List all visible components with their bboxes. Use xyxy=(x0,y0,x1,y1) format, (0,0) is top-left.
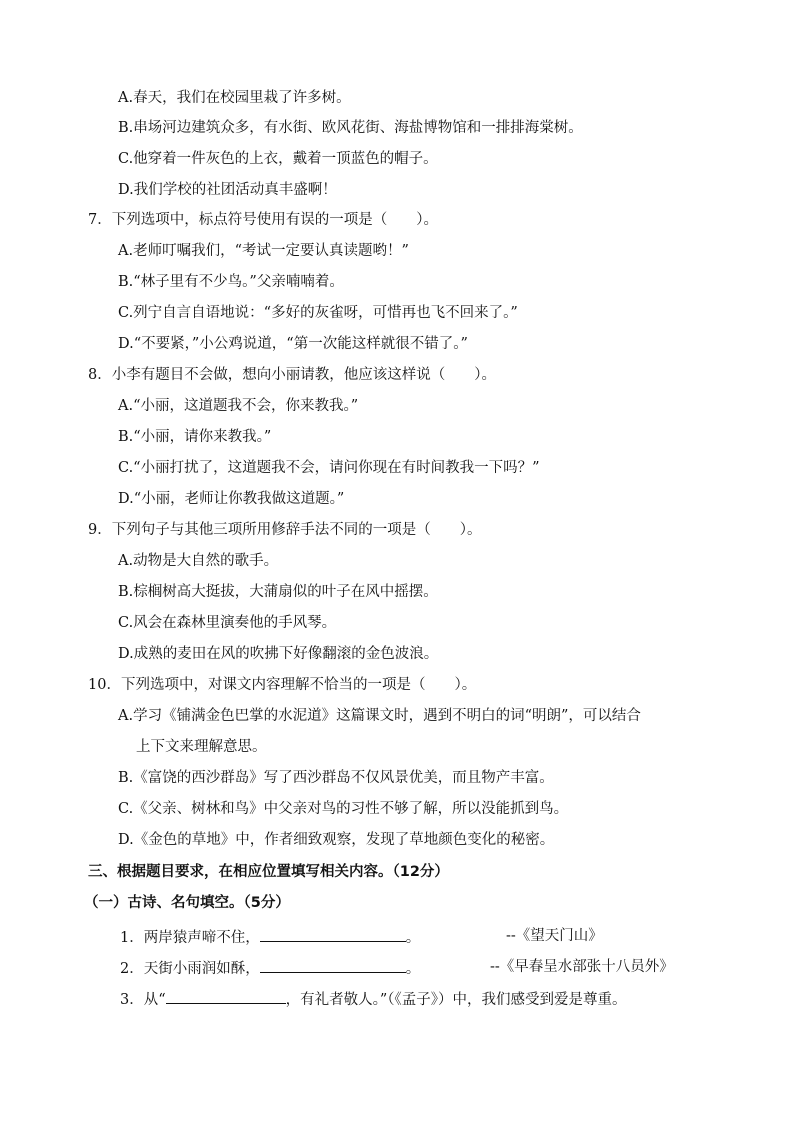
q8-stem: 8．小李有题目不会做，想向小丽请教，他应该这样说（ ）。 xyxy=(88,367,496,383)
q9-option-c: C.风会在森林里演奏他的手风琴。 xyxy=(118,615,337,631)
fill-item-2-source: --《早春呈水部张十八员外》 xyxy=(490,959,674,975)
q7-option-b: B.“林子里有不少鸟。”父亲喃喃着。 xyxy=(118,274,344,290)
q8-option-d: D.“小丽，老师让你教我做这道题。” xyxy=(118,491,345,507)
q10-option-a-continued: 上下文来理解意思。 xyxy=(136,739,267,755)
fill-item-2-prefix: 2．天街小雨润如酥， xyxy=(120,961,260,977)
fill-item-3 xyxy=(120,988,627,1008)
q6-option-d: D.我们学校的社团活动真丰盛啊！ xyxy=(118,182,337,198)
fill-item-3-blank[interactable] xyxy=(166,988,286,1004)
fill-item-2-suffix: 。 xyxy=(405,961,421,977)
fill-item-1-source: --《望天门山》 xyxy=(506,928,603,944)
q7-option-a: A.老师叮嘱我们，“考试一定要认真读题哟！” xyxy=(118,243,409,259)
fill-item-2-blank[interactable] xyxy=(260,957,406,973)
q9-stem: 9．下列句子与其他三项所用修辞手法不同的一项是（ ）。 xyxy=(88,522,482,538)
fill-item-3-suffix: ，有礼者敬人。”（《孟子》）中，我们感受到爱是尊重。 xyxy=(285,992,627,1008)
fill-item-2 xyxy=(120,957,420,977)
q9-option-d: D.成熟的麦田在风的吹拂下好像翻滚的金色波浪。 xyxy=(118,646,439,662)
q8-option-b: B.“小丽，请你来教我。” xyxy=(118,429,272,445)
fill-item-1-prefix: 1．两岸猿声啼不住， xyxy=(120,930,260,946)
section-3-sub1-title: （一）古诗、名句填空。（5分） xyxy=(84,895,290,911)
section-3-title: 三、根据题目要求，在相应位置填写相关内容。（12分） xyxy=(88,864,449,880)
q10-option-b: B.《富饶的西沙群岛》写了西沙群岛不仅风景优美，而且物产丰富。 xyxy=(118,770,554,786)
fill-item-1 xyxy=(120,926,420,946)
q6-option-b: B.串场河边建筑众多，有水街、欧风花街、海盐博物馆和一排排海棠树。 xyxy=(118,120,583,136)
q8-option-a: A.“小丽，这道题我不会，你来教我。” xyxy=(118,398,359,414)
fill-item-1-suffix: 。 xyxy=(405,930,421,946)
q10-option-c: C.《父亲、树林和鸟》中父亲对鸟的习性不够了解，所以没能抓到鸟。 xyxy=(118,801,569,817)
q8-option-c: C.“小丽打扰了，这道题我不会，请问你现在有时间教我一下吗？” xyxy=(118,460,540,476)
q7-stem: 7．下列选项中，标点符号使用有误的一项是（ ）。 xyxy=(88,212,438,228)
q10-option-a: A.学习《铺满金色巴掌的水泥道》这篇课文时，遇到不明白的词“明朗”，可以结合 xyxy=(118,708,641,724)
fill-item-1-blank[interactable] xyxy=(260,926,406,942)
q7-option-c: C.列宁自言自语地说：“多好的灰雀呀，可惜再也飞不回来了。” xyxy=(118,305,518,321)
q6-option-a: A.春天，我们在校园里栽了许多树。 xyxy=(118,90,351,106)
q6-option-c: C.他穿着一件灰色的上衣，戴着一顶蓝色的帽子。 xyxy=(118,151,438,167)
q10-stem: 10．下列选项中，对课文内容理解不恰当的一项是（ ）。 xyxy=(88,677,477,693)
fill-item-3-prefix: 3．从“ xyxy=(120,992,166,1008)
q7-option-d: D.“不要紧，”小公鸡说道，“第一次能这样就很不错了。” xyxy=(118,336,468,352)
q9-option-b: B.棕榈树高大挺拔，大蒲扇似的叶子在风中摇摆。 xyxy=(118,584,438,600)
q10-option-d: D.《金色的草地》中，作者细致观察，发现了草地颜色变化的秘密。 xyxy=(118,832,555,848)
q9-option-a: A.动物是大自然的歌手。 xyxy=(118,553,279,569)
